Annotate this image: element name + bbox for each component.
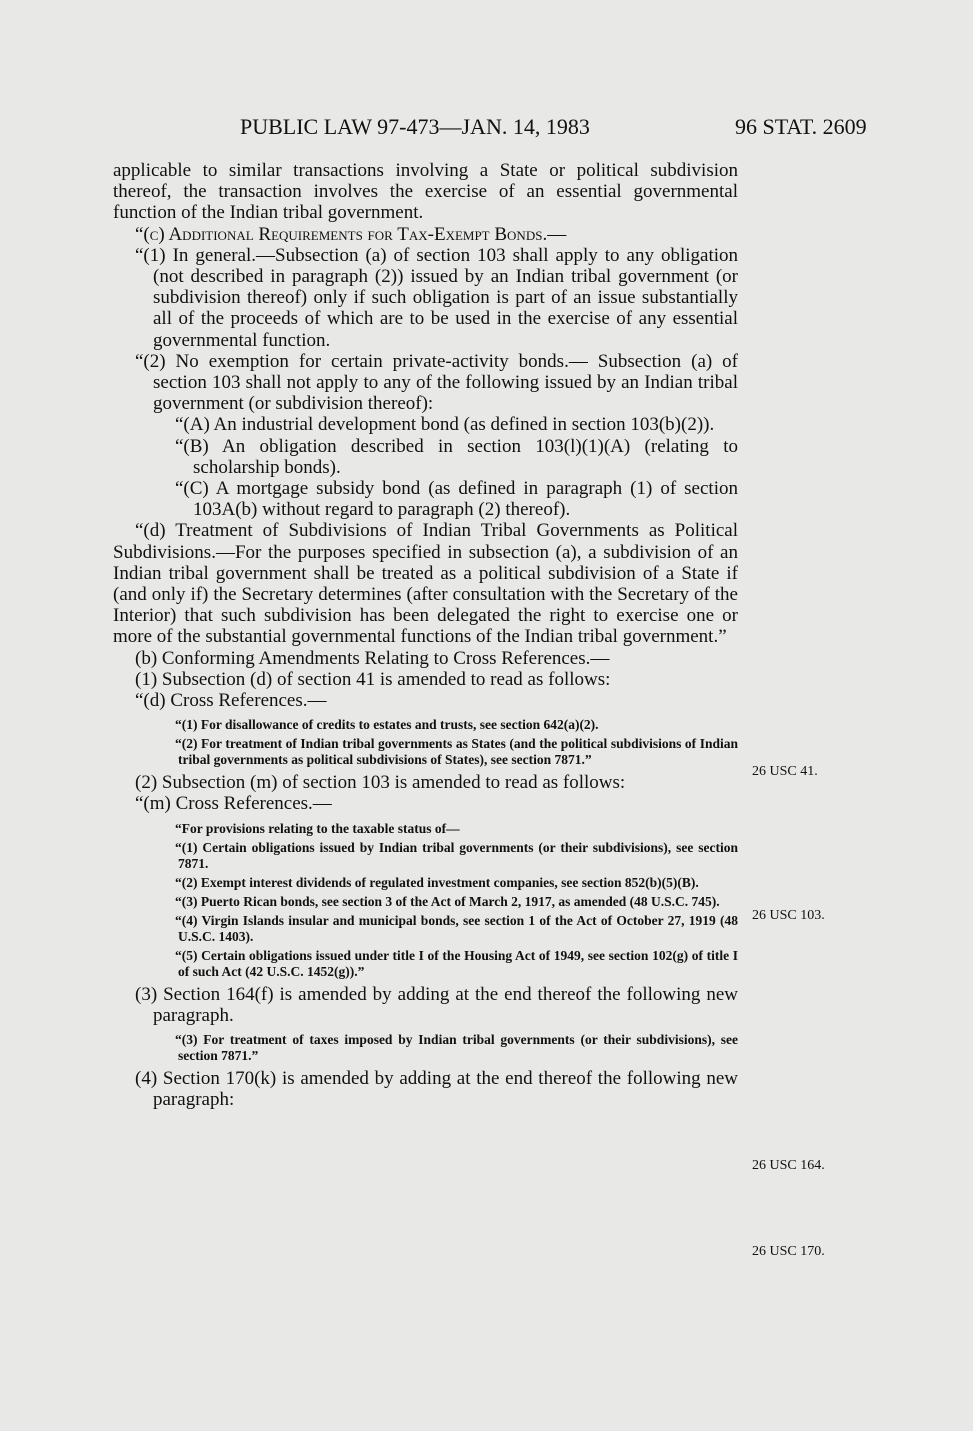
paragraph-c2B: “(B) An obligation described in section 103(l)(1)(A) (relating to scholarship bonds). <box>175 435 738 478</box>
subsection-d: “(d) Treatment of Subdivisions of Indian Tribal Governments as Political Subdivisions.—For the purposes specified in subsection (a), a subdivision of an Indian tribal government shall be treated as a political subdivision of a State if (and only if) the Secretary determines (after consultation with the Secretary of the Interior) that such subdivision has been delegated the right to exercise one or more of the substantial governmental functions of the Indian tribal government.” <box>113 520 738 648</box>
cross-reference-item: “(1) For disallowance of credits to estates and trusts, see section 642(a)(2). <box>175 717 599 733</box>
cross-reference-item: “(3) Puerto Rican bonds, see section 3 of the Act of March 2, 1917, as amended (48 U.S.C. 745). <box>175 893 720 909</box>
amendment-b1: (1) Subsection (d) of section 41 is amended to read as follows: <box>135 668 611 690</box>
margin-citation-170: 26 USC 170. <box>752 1244 825 1259</box>
cross-reference-item: “(5) Certain obligations issued under title I of the Housing Act of 1949, see section 102(g) of title I of such Act (42 U.S.C. 1452(g)).” <box>175 947 738 979</box>
document-body <box>113 160 738 1111</box>
margin-citation-103: 26 USC 103. <box>752 908 825 923</box>
cross-reference-block-164 <box>113 1032 738 1064</box>
paragraph-c2A: “(A) An industrial development bond (as defined in section 103(b)(2)). <box>175 414 715 436</box>
cross-reference-item: “(2) For treatment of Indian tribal governments as States (and the political subdivisions of Indian tribal governments as political subdivisions of States), see section 7871.” <box>175 736 738 768</box>
paragraph-continuation: applicable to similar transactions involving a State or political subdivision thereof, the transaction involves the exercise of an essential governmental function of the Indian tribal government. <box>113 160 738 224</box>
cross-references-d-heading: “(d) Cross References.— <box>135 690 327 712</box>
paragraph-c2: “(2) No exemption for certain private-activity bonds.— Subsection (a) of section 103 shall not apply to any of the following issued by an Indian tribal government (or subdivision thereof): <box>135 350 738 415</box>
cross-reference-item: “(4) Virgin Islands insular and municipal bonds, see section 1 of the Act of October 27, 1919 (48 U.S.C. 1403). <box>175 912 738 944</box>
amendment-b2: (2) Subsection (m) of section 103 is amended to read as follows: <box>135 772 626 794</box>
subsection-c-heading: “(c) Additional Requirements for Tax-Exempt Bonds.— <box>135 223 567 245</box>
margin-citation-164: 26 USC 164. <box>752 1158 825 1173</box>
cross-reference-item: “(3) For treatment of taxes imposed by Indian tribal governments (or their subdivisions), see section 7871.” <box>175 1032 738 1064</box>
paragraph-c1: “(1) In general.—Subsection (a) of section 103 shall apply to any obligation (not described in paragraph (2)) issued by an Indian tribal government (or subdivision thereof) only if such obligation is part of an issue substantially all of the proceeds of which are to be used in the exercise of any essential governmental function. <box>135 244 738 351</box>
margin-citation-41: 26 USC 41. <box>752 764 818 779</box>
amendment-b3: (3) Section 164(f) is amended by adding at the end thereof the following new paragraph. <box>135 983 738 1026</box>
cross-reference-block-103 <box>113 821 738 980</box>
running-header-title: PUBLIC LAW 97-473—JAN. 14, 1983 <box>240 114 590 139</box>
cross-reference-item: “(1) Certain obligations issued by Indian tribal governments (or their subdivisions), see section 7871. <box>175 839 738 871</box>
cross-reference-item: “(2) Exempt interest dividends of regulated investment companies, see section 852(b)(5)(B). <box>175 874 699 890</box>
cross-reference-intro: “For provisions relating to the taxable status of— <box>175 820 460 836</box>
paragraph-c2C: “(C) A mortgage subsidy bond (as defined in paragraph (1) of section 103A(b) without regard to paragraph (2) thereof). <box>175 478 738 521</box>
amendment-b4: (4) Section 170(k) is amended by adding at the end thereof the following new paragraph: <box>135 1068 738 1111</box>
cross-reference-block-41 <box>113 717 738 768</box>
cross-references-m-heading: “(m) Cross References.— <box>135 793 332 815</box>
subsection-b-heading: (b) Conforming Amendments Relating to Cross References.— <box>135 647 610 669</box>
page-number: 96 STAT. 2609 <box>735 114 867 139</box>
